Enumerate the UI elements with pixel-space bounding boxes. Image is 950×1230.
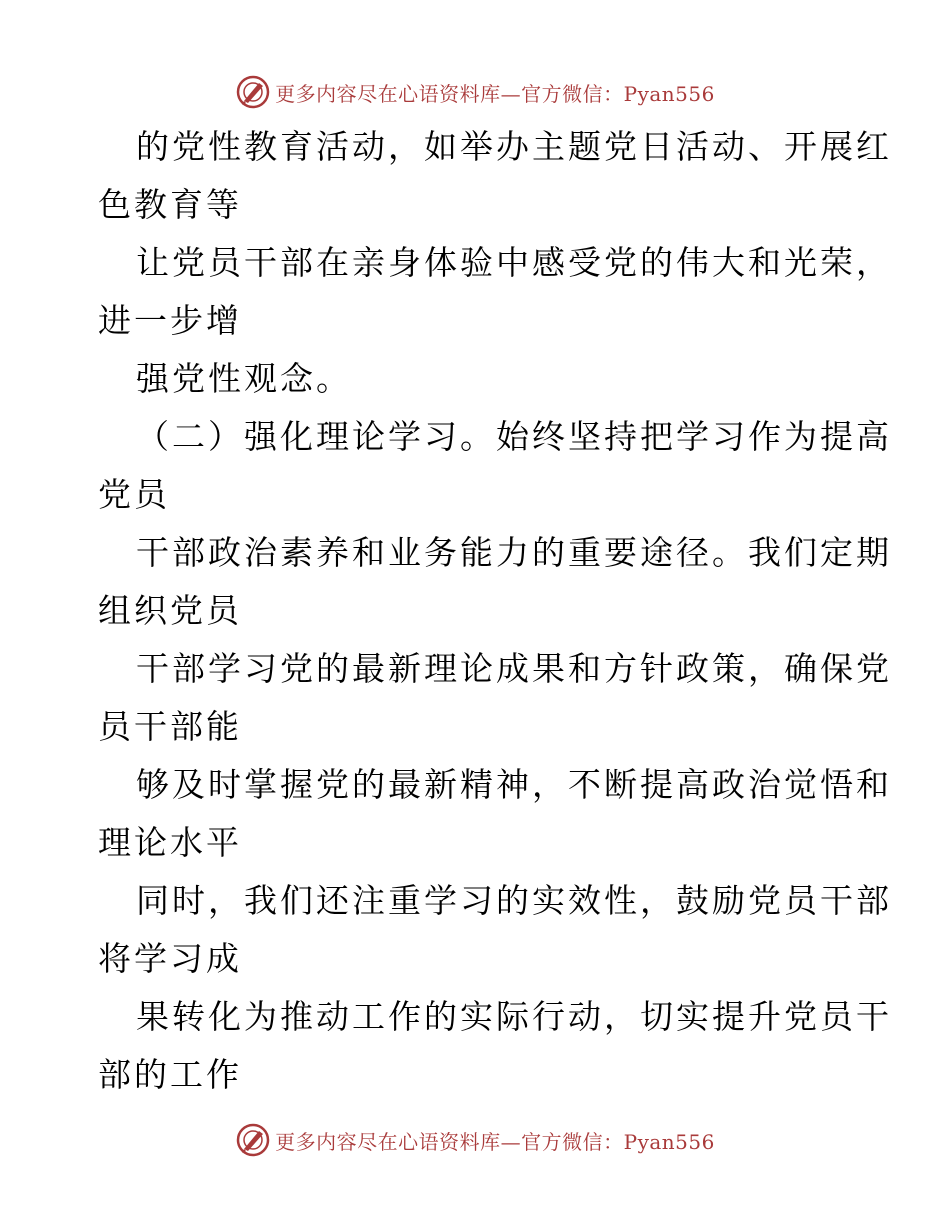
section-heading-line: （二）强化理论学习。始终坚持把学习作为提高	[136, 417, 892, 456]
pen-logo-icon	[235, 74, 271, 110]
header-banner-text: 更多内容尽在心语资料库—官方微信：Pyan556	[275, 81, 715, 106]
body-line: 组织党员	[98, 591, 242, 630]
body-line: 同时，我们还注重学习的实效性，鼓励党员干部	[136, 881, 892, 920]
pen-logo-icon	[235, 1122, 271, 1158]
body-line: 员干部能	[98, 707, 242, 746]
body-line: 强党性观念。	[136, 359, 352, 398]
body-line: 色教育等	[98, 185, 242, 224]
body-line: 干部学习党的最新理论成果和方针政策，确保党	[136, 649, 892, 688]
body-line: 理论水平	[98, 823, 242, 862]
document-body	[98, 118, 892, 1104]
footer-banner-text: 更多内容尽在心语资料库—官方微信：Pyan556	[275, 1129, 715, 1154]
header-banner	[0, 70, 950, 114]
body-line: 让党员干部在亲身体验中感受党的伟大和光荣，	[136, 243, 892, 282]
body-line: 果转化为推动工作的实际行动，切实提升党员干	[136, 997, 892, 1036]
body-line: 的党性教育活动，如举办主题党日活动、开展红	[136, 127, 892, 166]
body-line: 干部政治素养和业务能力的重要途径。我们定期	[136, 533, 892, 572]
footer-banner	[0, 1118, 950, 1162]
body-line: 将学习成	[98, 939, 242, 978]
body-line: 部的工作	[98, 1055, 242, 1094]
body-line: 够及时掌握党的最新精神，不断提高政治觉悟和	[136, 765, 892, 804]
body-line: 党员	[98, 475, 170, 514]
body-line: 进一步增	[98, 301, 242, 340]
